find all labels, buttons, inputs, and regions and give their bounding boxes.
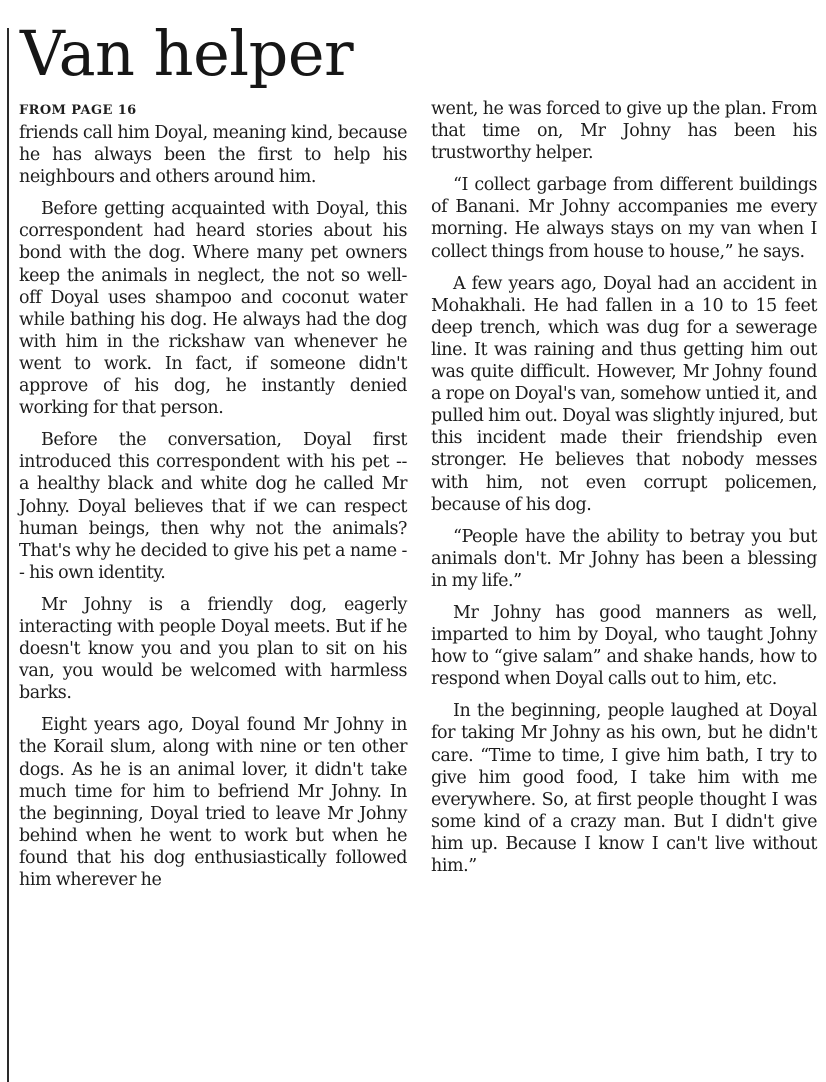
paragraph: friends call him Doyal, meaning kind, because he has always been the first to help his neighbours and others around him. (19, 123, 407, 188)
left-column (19, 100, 407, 901)
paragraph: “I collect garbage from different buildings of Banani. Mr Johny accompanies me every morning. He always stays on my van when I collect things from house to house,” he says. (431, 175, 817, 262)
paragraph: A few years ago, Doyal had an accident in Mohakhali. He had fallen in a 10 to 15 feet deep trench, which was dug for a sewerage line. It was raining and thus getting him out was quite difficult. However, Mr Johny found a rope on Doyal's van, somehow untied it, and pulled him out. Doyal was slightly injured, but this incident made their friendship even stronger. He believes that nobody messes with him, not even corrupt policemen, because of his dog. (431, 273, 817, 515)
paragraph: “People have the ability to betray you but animals don't. Mr Johny has been a blessing in my life.” (431, 526, 817, 591)
paragraph: Before the conversation, Doyal first introduced this correspondent with his pet -- a healthy black and white dog he called Mr Johny. Doyal believes that if we can respect human beings, then why not the animals? That's why he decided to give his pet a name -- his own identity. (19, 430, 407, 583)
column-rule (7, 28, 9, 1082)
paragraph: In the beginning, people laughed at Doyal for taking Mr Johny as his own, but he didn't care. “Time to time, I give him bath, I try to give him good food, I take him with me everywhere. So, at first people thought I was some kind of a crazy man. But I didn't give him up. Because I know I can't live without him.” (431, 701, 817, 876)
paragraph: Eight years ago, Doyal found Mr Johny in the Korail slum, along with nine or ten other dogs. As he is an animal lover, it didn't take much time for him to befriend Mr Johny. In the beginning, Doyal tried to leave Mr Johny behind when he went to work but when he found that his dog enthusiastically followed him wherever he (19, 715, 407, 890)
paragraph: went, he was forced to give up the plan. From that time on, Mr Johny has been his trustworthy helper. (431, 99, 817, 164)
continued-from-label: FROM PAGE 16 (19, 103, 137, 118)
paragraph: Mr Johny has good manners as well, imparted to him by Doyal, who taught Johny how to “give salam” and shake hands, how to respond when Doyal calls out to him, etc. (431, 602, 817, 690)
headline: Van helper (20, 17, 354, 90)
right-column (431, 100, 817, 887)
paragraph: Before getting acquainted with Doyal, this correspondent had heard stories about his bond with the dog. Where many pet owners keep the animals in neglect, the not so well-off Doyal uses shampoo and coconut water while bathing his dog. He always had the dog with him in the rickshaw van whenever he went to work. In fact, if someone didn't approve of his dog, he instantly denied working for that person. (19, 199, 407, 419)
paragraph: Mr Johny is a friendly dog, eagerly interacting with people Doyal meets. But if he doesn't know you and you plan to sit on his van, you would be welcomed with harmless barks. (19, 594, 407, 704)
